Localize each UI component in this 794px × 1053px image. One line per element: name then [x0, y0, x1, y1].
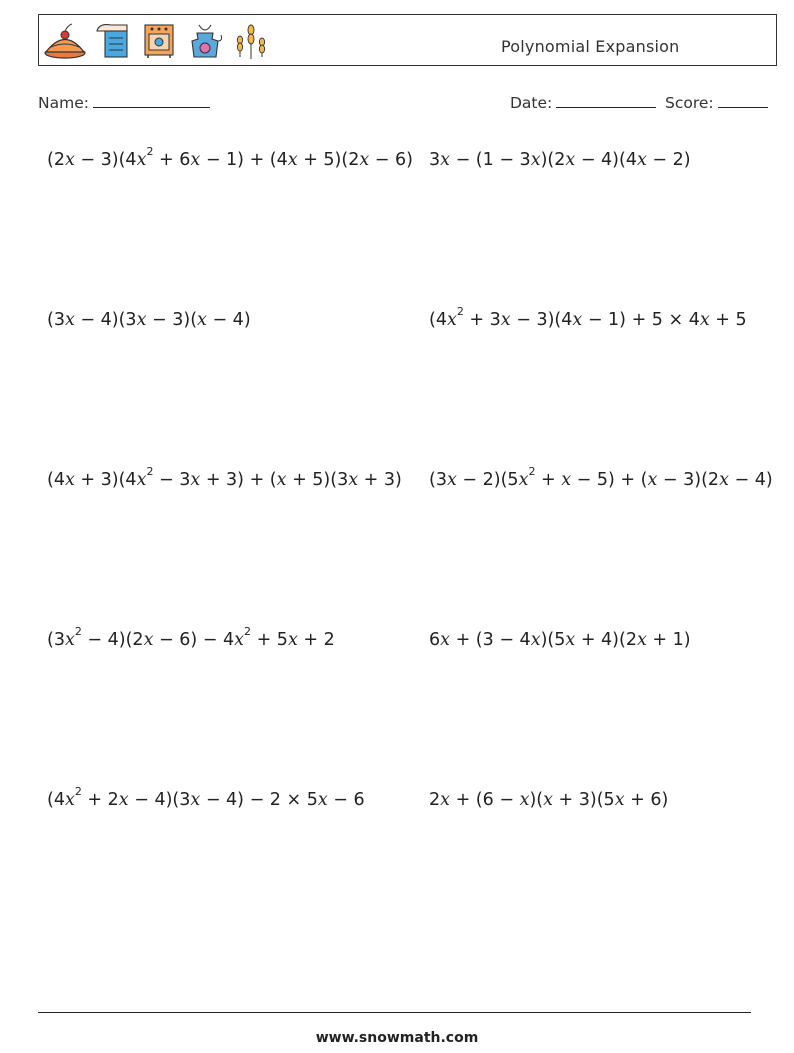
problem-4: $(4x^2 + 3x - 3)(4x - 1) + 5 \times 4x + 5$	[429, 305, 747, 330]
name-field	[38, 93, 210, 112]
problem-9: $(4x^2 + 2x - 4)(3x - 4) - 2 \times 5x - 6$	[47, 785, 365, 810]
name-blank	[93, 93, 210, 108]
worksheet-title: Polynomial Expansion	[501, 37, 680, 56]
name-label: Name:	[38, 94, 89, 112]
wheat-icon	[231, 21, 271, 61]
problem-5: $(4x + 3)(4x^2 - 3x + 3) + (x + 5)(3x + 3)$	[47, 465, 402, 490]
oven-icon	[139, 21, 179, 61]
problem-3: (3x − 4)(3x − 3)(x − 4)	[47, 310, 251, 330]
worksheet-header	[38, 14, 777, 66]
problem-7: $(3x^2 - 4)(2x - 6) - 4x^2 + 5x + 2$	[47, 625, 335, 650]
score-field	[665, 93, 768, 112]
footer-divider	[38, 1012, 751, 1013]
score-blank	[718, 93, 768, 108]
date-label: Date:	[510, 94, 553, 112]
apron-icon	[185, 21, 225, 61]
problem-8: 6x + (3 − 4x)(5x + 4)(2x + 1)	[429, 630, 691, 650]
measuring-cup-icon	[93, 21, 133, 61]
score-label: Score:	[665, 94, 714, 112]
date-field	[510, 93, 656, 112]
problem-6: $(3x - 2)(5x^2 + x - 5) + (x - 3)(2x - 4)$	[429, 465, 773, 490]
header-icons	[43, 21, 271, 61]
problem-10: 2x + (6 − x)(x + 3)(5x + 6)	[429, 790, 669, 810]
footer-url: www.snowmath.com	[315, 1030, 479, 1046]
problem-1: $(2x - 3)(4x^2 + 6x - 1) + (4x + 5)(2x - 6)$	[47, 145, 413, 170]
pie-icon	[43, 21, 87, 61]
problem-2: 3x − (1 − 3x)(2x − 4)(4x − 2)	[429, 150, 691, 170]
date-blank	[556, 93, 656, 108]
